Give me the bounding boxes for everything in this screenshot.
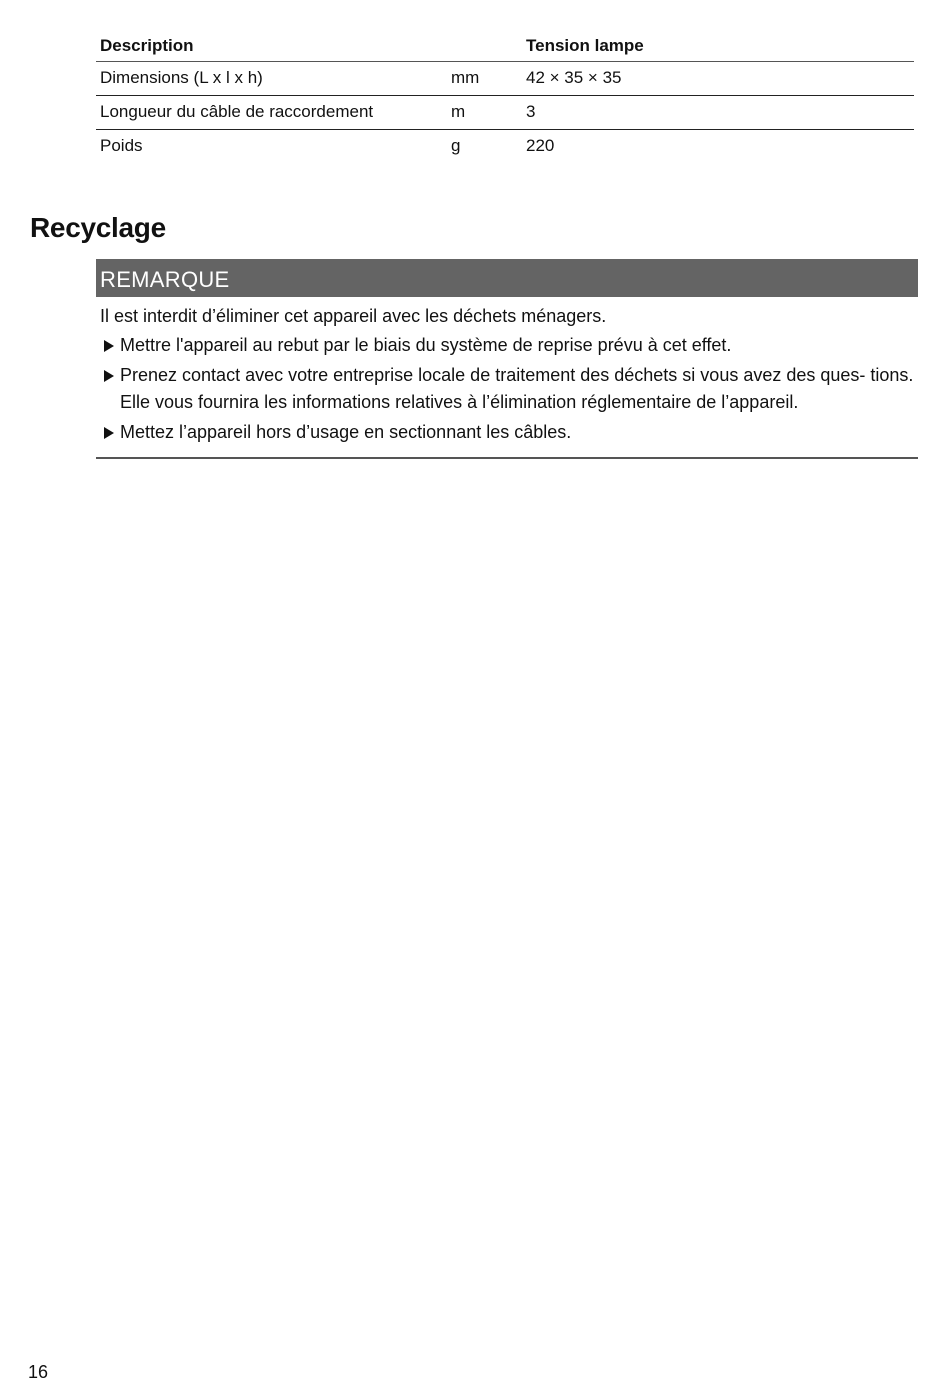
list-item-text: Prenez contact avec votre entreprise locale de traitement des déchets si vous avez des ques- tions. Elle vous fournira les informations relatives à l’élimination réglementaire de l’appareil.: [120, 365, 914, 412]
row-unit: g: [451, 136, 461, 155]
row-description: Poids: [100, 136, 143, 155]
notice-instruction-list: [96, 332, 918, 446]
list-item-text: Mettez l’appareil hors d’usage en sectionnant les câbles.: [120, 422, 572, 442]
technical-data-table: [96, 30, 914, 163]
triangle-right-icon: [104, 370, 114, 382]
notice-box: [96, 259, 918, 459]
header-description: Description: [96, 30, 447, 62]
list-item: [96, 362, 918, 416]
list-item: [96, 332, 918, 359]
row-value: 3: [522, 96, 914, 130]
table-row: [96, 130, 914, 164]
list-item: [96, 419, 918, 446]
triangle-right-icon: [104, 340, 114, 352]
row-value: 42 × 35 × 35: [522, 62, 914, 96]
header-unit: [447, 30, 522, 62]
page-number: 16: [28, 1362, 49, 1382]
row-description: Dimensions (L x l x h): [96, 62, 447, 96]
notice-intro: Il est interdit d’éliminer cet appareil avec les déchets ménagers.: [100, 306, 607, 326]
table-header-row: [96, 30, 914, 62]
table-row: [96, 96, 914, 130]
header-value: Tension lampe: [522, 30, 914, 62]
notice-label: REMARQUE: [96, 259, 918, 297]
row-description: Longueur du câble de raccordement: [96, 96, 447, 130]
row-unit: mm: [447, 62, 522, 96]
row-value: 220: [526, 136, 555, 155]
table-row: [96, 62, 914, 96]
section-title-recycling: Recyclage: [30, 212, 166, 243]
row-unit: m: [447, 96, 522, 130]
list-item-text: Mettre l'appareil au rebut par le biais du système de reprise prévu à cet effet.: [120, 335, 732, 355]
triangle-right-icon: [104, 427, 114, 439]
